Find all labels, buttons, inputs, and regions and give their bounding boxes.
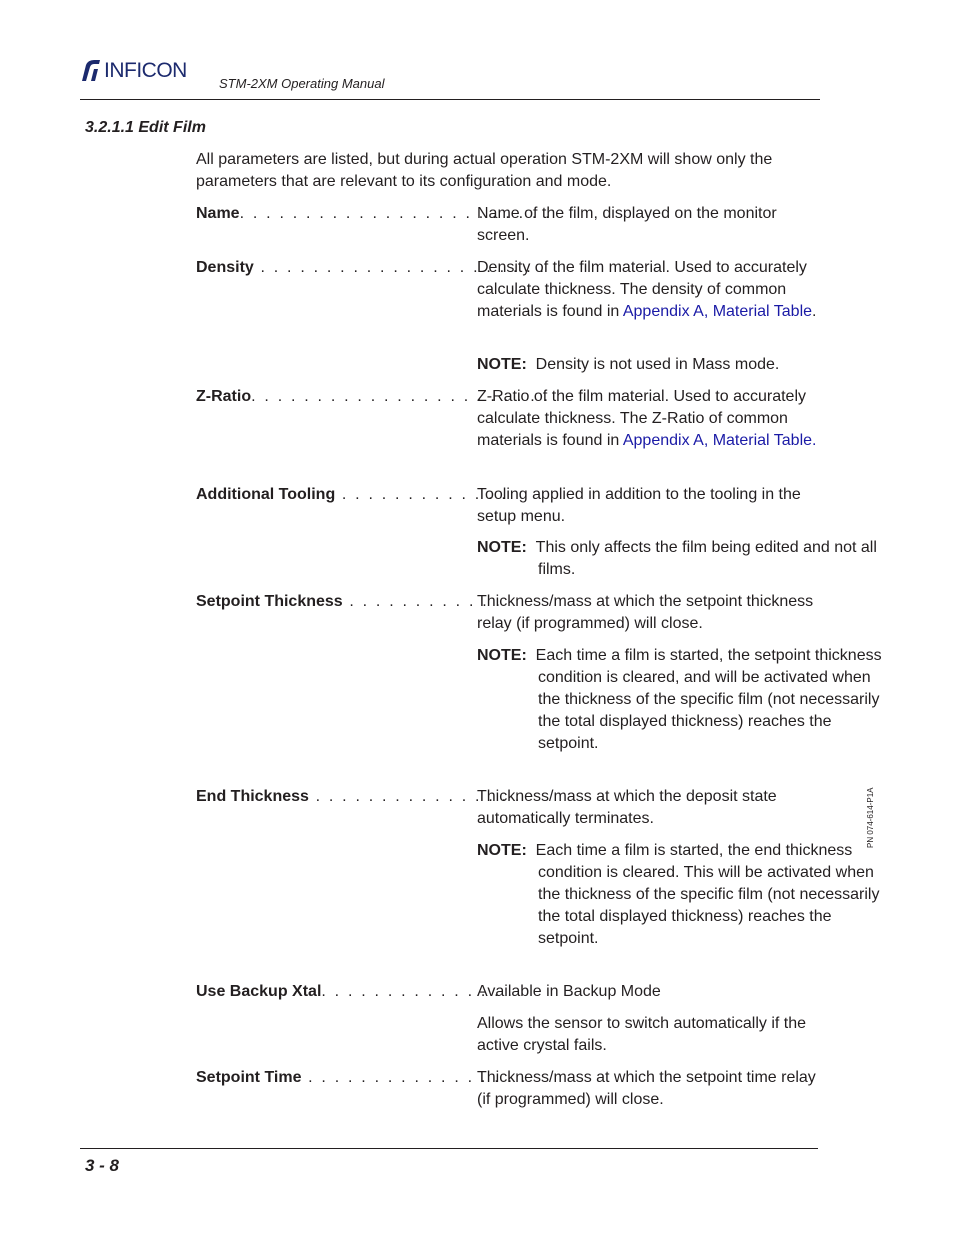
part-number: PN 074-614-P1A <box>866 787 875 848</box>
param-term: Setpoint Thickness <box>196 593 343 610</box>
appendix-a-link[interactable]: Appendix A, Material Table. <box>622 432 817 449</box>
leader-dots: . . . . . . . . . . . . . . . . . <box>301 1069 528 1086</box>
param-setpoint-time <box>196 1067 821 1111</box>
leader-dots: . . . . . . . . . . . . . . . . . . . . . . . . <box>239 205 552 222</box>
note-label: NOTE: <box>477 539 527 556</box>
note-label: NOTE: <box>477 356 527 373</box>
brand-name: INFICON <box>104 59 187 82</box>
param-term: Z-Ratio <box>196 388 252 405</box>
param-use-backup-xtal <box>196 981 821 1003</box>
param-end-thickness <box>196 786 821 830</box>
param-definition: Tooling applied in addition to the tooling in the setup menu. <box>477 486 801 525</box>
backup-xtal-description: Allows the sensor to switch automatically if the active crystal fails. <box>477 1015 807 1054</box>
note-text: This only affects the film being edited and not all films. <box>535 539 877 578</box>
param-z-ratio <box>196 386 821 452</box>
note-text: Density is not used in Mass mode. <box>535 356 780 373</box>
param-additional-tooling <box>196 484 821 528</box>
note-label: NOTE: <box>477 842 527 859</box>
inficon-logo-icon <box>80 59 102 83</box>
appendix-a-link[interactable]: Appendix A, Material Table <box>622 303 813 320</box>
note-text: Each time a film is started, the end thickness condition is cleared. This will be activated when the thickness of the specific film (not necessarily the total displayed thickness) reaches the setpoint. <box>535 842 880 947</box>
param-name <box>196 203 821 247</box>
leader-dots: . . . . . . . . . . . . . . . <box>321 983 515 1000</box>
note-setpoint-thickness <box>477 645 882 755</box>
header-rule <box>80 99 820 100</box>
note-label: NOTE: <box>477 647 527 664</box>
note-end-thickness <box>477 840 882 950</box>
definition-end: . <box>812 303 817 320</box>
doc-title: STM-2XM Operating Manual <box>219 76 385 91</box>
param-term: Use Backup Xtal <box>196 983 322 1000</box>
intro-paragraph: All parameters are listed, but during actual operation STM-2XM will show only the parameters that are relevant to its configuration and mode. <box>196 151 773 190</box>
param-definition: Available in Backup Mode <box>477 983 661 1000</box>
note-additional-tooling <box>477 537 882 581</box>
leader-dots: . . . . . . . . . . . . . <box>335 486 509 503</box>
param-term: Density <box>196 259 254 276</box>
param-definition: Thickness/mass at which the setpoint time relay (if programmed) will close. <box>477 1069 816 1108</box>
leader-dots: . . . . . . . . . . . . . . . . . . . . . . <box>253 259 547 276</box>
param-setpoint-thickness <box>196 591 821 635</box>
param-definition: Thickness/mass at which the setpoint thickness relay (if programmed) will close. <box>477 593 814 632</box>
definition-text: Density of the film material. Used to accurately calculate thickness. The density of common materials is found in <box>477 259 807 320</box>
definition-text: Z-Ratio of the film material. Used to accurately calculate thickness. The Z-Ratio of common materials is found in <box>477 388 807 449</box>
inficon-logo <box>80 58 187 84</box>
footer-rule <box>80 1148 818 1149</box>
note-density <box>477 354 821 376</box>
param-term: Additional Tooling <box>196 486 336 503</box>
param-definition: Name of the film, displayed on the monitor screen. <box>477 205 777 244</box>
param-term: Name <box>196 205 240 222</box>
param-definition: Thickness/mass at which the deposit state automatically terminates. <box>477 788 777 827</box>
param-density <box>196 257 821 323</box>
param-term: End Thickness <box>196 788 309 805</box>
param-term: Setpoint Time <box>196 1069 302 1086</box>
leader-dots: . . . . . . . . . . . . <box>342 593 503 610</box>
leader-dots: . . . . . . . . . . . . . . . . . . . . . . . <box>251 388 551 405</box>
note-text: Each time a film is started, the setpoint thickness condition is cleared, and will be activated when the thickness of the specific film (not necessarily the total displayed thickness) reaches the setpoint. <box>535 647 882 752</box>
leader-dots: . . . . . . . . . . . . . . . . <box>308 788 522 805</box>
section-title: 3.2.1.1 Edit Film <box>85 119 206 136</box>
page-number: 3 - 8 <box>85 1156 120 1175</box>
